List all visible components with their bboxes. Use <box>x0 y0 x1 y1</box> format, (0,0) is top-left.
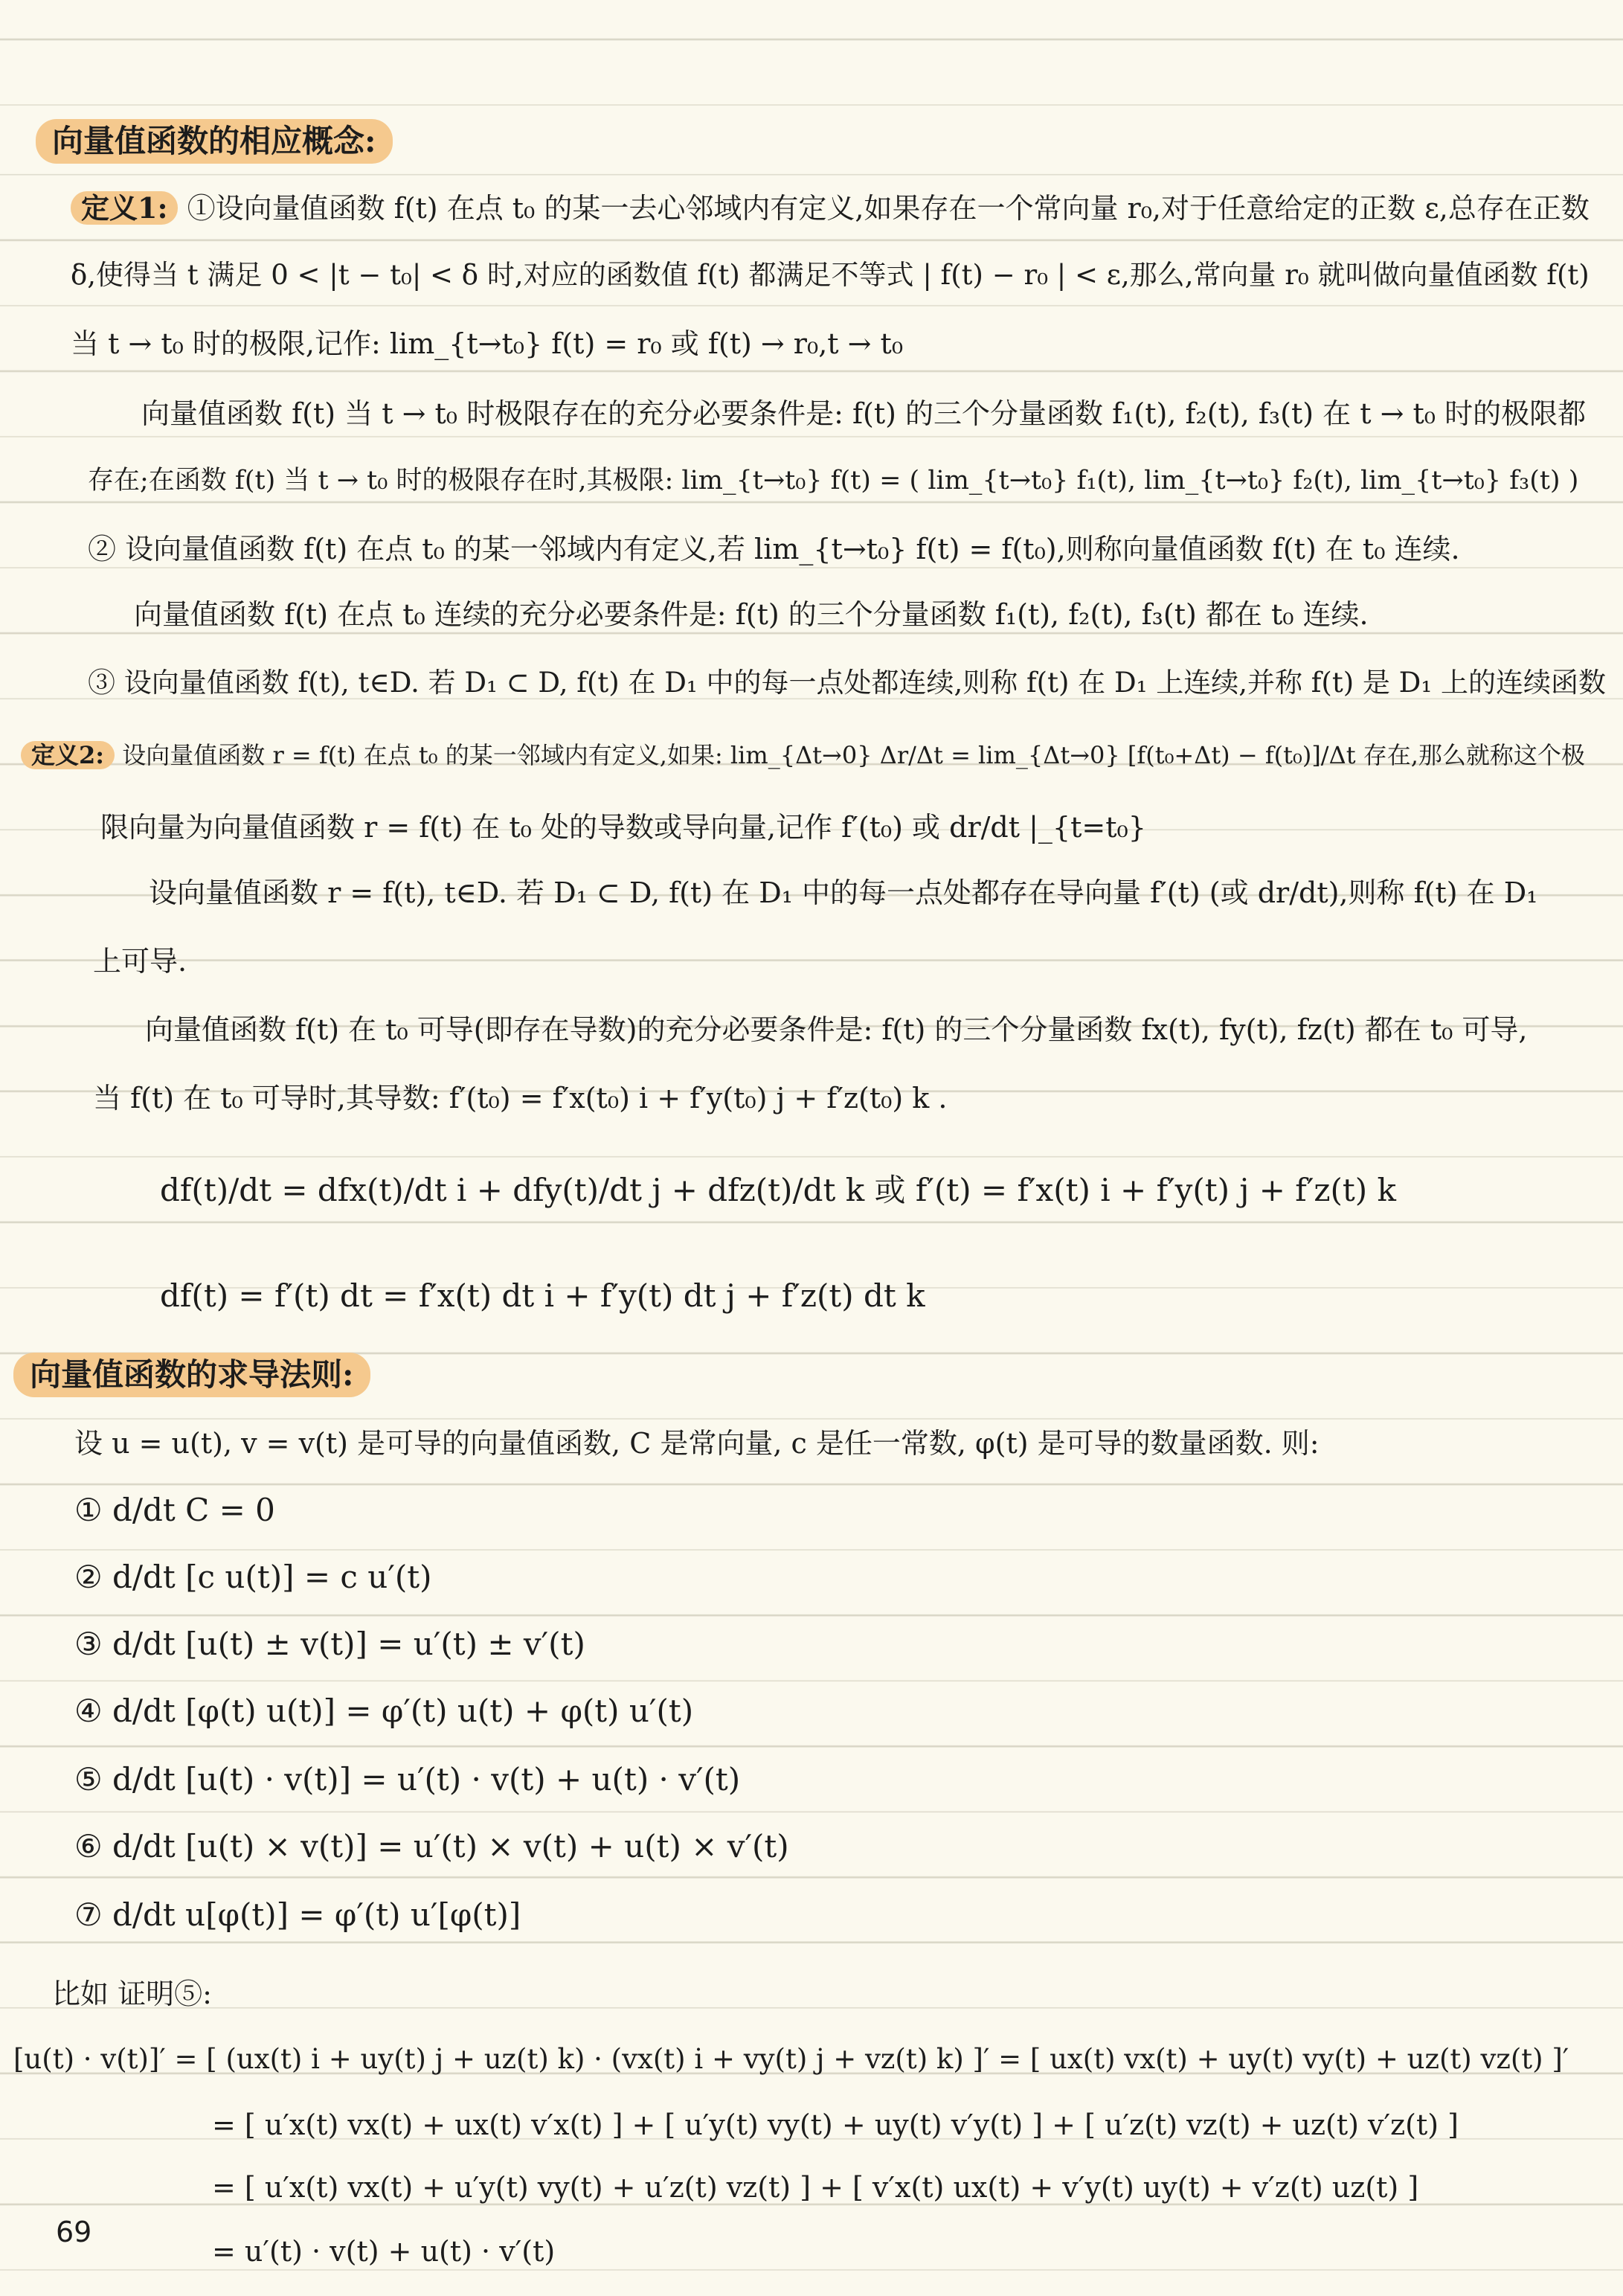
def1-text-1: ①设向量值函数 f(t) 在点 t₀ 的某一去心邻域内有定义,如果存在一个常向量 r₀,对于任意给定的正数 ε,总存在正数 <box>187 192 1590 225</box>
rule-1: ① d/dt C = 0 <box>74 1492 275 1528</box>
proof-line-1: [u(t) · v(t)]′ = [ (ux(t) i + uy(t) j + uz(t) k) · (vx(t) i + vy(t) j + vz(t) k) ]′ = [ ux(t) vx(t) + uy(t) vy(t) + uz(t) vz(t) ]′ <box>13 2043 1569 2075</box>
def1-line-6: ② 设向量值函数 f(t) 在点 t₀ 的某一邻域内有定义,若 lim_{t→t₀} f(t) = f(t₀),则称向量值函数 f(t) 在 t₀ 连续. <box>88 533 1460 565</box>
rule-5: ⑤ d/dt [u(t) · v(t)] = u′(t) · v(t) + u(t) · v′(t) <box>74 1761 741 1798</box>
rule-4: ④ d/dt [φ(t) u(t)] = φ′(t) u(t) + φ(t) u′(t) <box>74 1693 694 1729</box>
def2-tag: 定义2: <box>21 741 115 769</box>
section-title-concepts: 向量值函数的相应概念: <box>36 119 393 164</box>
def2-formula-derivative: df(t)/dt = dfx(t)/dt i + dfy(t)/dt j + dfz(t)/dt k 或 f′(t) = f′x(t) i + f′y(t) j + f′z(t) k <box>160 1172 1396 1208</box>
def2-line-4: 上可导. <box>93 945 187 978</box>
proof-line-4: = u′(t) · v(t) + u(t) · v′(t) <box>212 2235 556 2268</box>
page-number: 69 <box>56 2216 92 2248</box>
proof-line-3: = [ u′x(t) vx(t) + u′y(t) vy(t) + u′z(t) vz(t) ] + [ v′x(t) ux(t) + v′y(t) uy(t) + v′z(t) uz(t) ] <box>212 2171 1419 2204</box>
def1-line-5: 存在;在函数 f(t) 当 t → t₀ 时的极限存在时,其极限: lim_{t→t₀} f(t) = ( lim_{t→t₀} f₁(t), lim_{t→t₀} f₂(t), lim_{t→t₀} f₃(t) ) <box>88 466 1579 496</box>
def1-line-8: ③ 设向量值函数 f(t), t∈D. 若 D₁ ⊂ D, f(t) 在 D₁ 中的每一点处都连续,则称 f(t) 在 D₁ 上连续,并称 f(t) 是 D₁ 上的连续函数 <box>88 667 1606 699</box>
def2-line-2: 限向量为向量值函数 r = f(t) 在 t₀ 处的导数或导向量,记作 f′(t₀) 或 dr/dt |_{t=t₀} <box>100 811 1146 844</box>
def1-tag: 定义1: <box>71 191 178 225</box>
rule-6: ⑥ d/dt [u(t) × v(t)] = u′(t) × v(t) + u(t) × v′(t) <box>74 1828 789 1864</box>
def1-line-4: 向量值函数 f(t) 当 t → t₀ 时极限存在的充分必要条件是: f(t) 的三个分量函数 f₁(t), f₂(t), f₃(t) 在 t → t₀ 时的极限都 <box>141 397 1587 430</box>
rules-intro: 设 u = u(t), v = v(t) 是可导的向量值函数, C 是常向量, c 是任一常数, φ(t) 是可导的数量函数. 则: <box>74 1427 1320 1460</box>
def2-line-3: 设向量值函数 r = f(t), t∈D. 若 D₁ ⊂ D, f(t) 在 D₁ 中的每一点处都存在导向量 f′(t) (或 dr/dt),则称 f(t) 在 D₁ <box>149 876 1538 909</box>
proof-title: 比如 证明⑤: <box>52 1978 212 2010</box>
def1-line-2: δ,使得当 t 满足 0 < |t − t₀| < δ 时,对应的函数值 f(t) 都满足不等式 | f(t) − r₀ | < ε,那么,常向量 r₀ 就叫做向量值函数 f(t) <box>71 259 1590 291</box>
def2-line-1 <box>21 733 1585 777</box>
rule-3: ③ d/dt [u(t) ± v(t)] = u′(t) ± v′(t) <box>74 1626 585 1662</box>
rule-7: ⑦ d/dt u[φ(t)] = φ′(t) u′[φ(t)] <box>74 1896 521 1933</box>
def1-line-1 <box>71 186 1590 231</box>
def2-line-6: 当 f(t) 在 t₀ 可导时,其导数: f′(t₀) = f′x(t₀) i + f′y(t₀) j + f′z(t₀) k . <box>93 1082 948 1115</box>
def2-formula-differential: df(t) = f′(t) dt = f′x(t) dt i + f′y(t) dt j + f′z(t) dt k <box>160 1277 925 1314</box>
def2-text-1: 设向量值函数 r = f(t) 在点 t₀ 的某一邻域内有定义,如果: lim_{Δt→0} Δr/Δt = lim_{Δt→0} [f(t₀+Δt) − f(t₀)]/Δt 存在,那么就称这个极 <box>122 741 1585 769</box>
proof-line-2: = [ u′x(t) vx(t) + ux(t) v′x(t) ] + [ u′y(t) vy(t) + uy(t) v′y(t) ] + [ u′z(t) vz(t) + uz(t) v′z(t) ] <box>212 2109 1459 2141</box>
def2-line-5: 向量值函数 f(t) 在 t₀ 可导(即存在导数)的充分必要条件是: f(t) 的三个分量函数 fx(t), fy(t), fz(t) 都在 t₀ 可导, <box>145 1013 1528 1046</box>
section-title-rules: 向量值函数的求导法则: <box>13 1353 370 1397</box>
def1-line-3: 当 t → t₀ 时的极限,记作: lim_{t→t₀} f(t) = r₀ 或 f(t) → r₀,t → t₀ <box>71 327 904 360</box>
rule-2: ② d/dt [c u(t)] = c u′(t) <box>74 1559 432 1595</box>
def1-line-7: 向量值函数 f(t) 在点 t₀ 连续的充分必要条件是: f(t) 的三个分量函数 f₁(t), f₂(t), f₃(t) 都在 t₀ 连续. <box>134 598 1369 631</box>
